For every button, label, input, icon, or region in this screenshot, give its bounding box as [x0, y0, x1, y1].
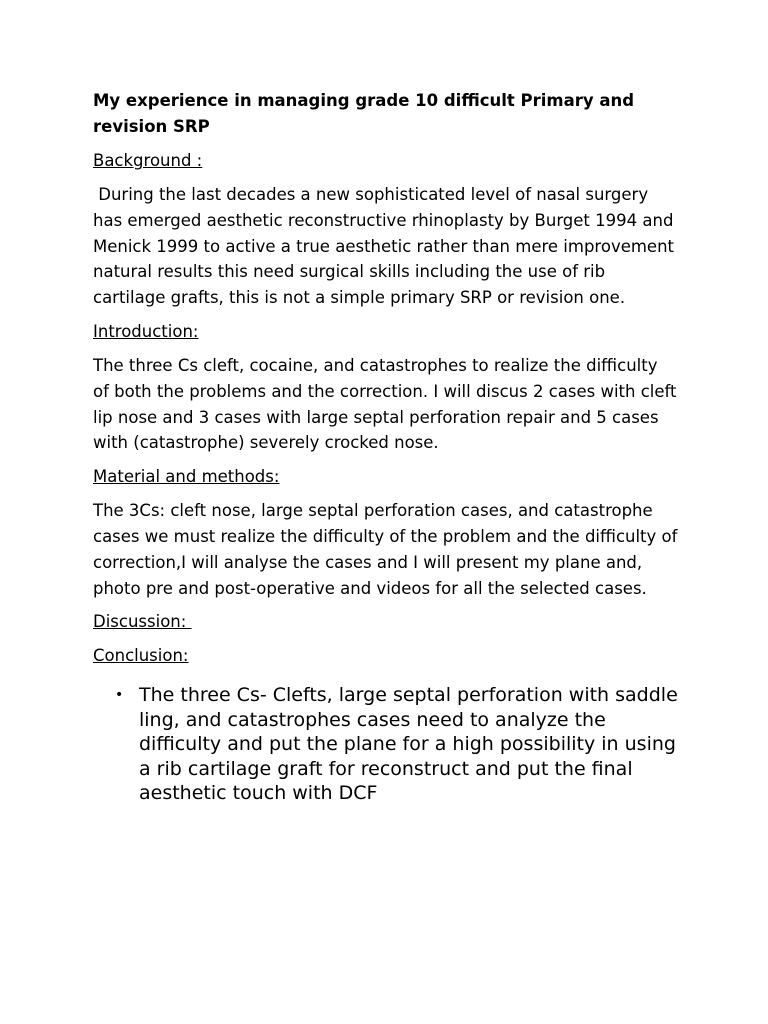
methods-heading: Material and methods:: [93, 467, 280, 487]
introduction-heading: Introduction:: [93, 321, 199, 341]
discussion-heading: Discussion:: [93, 612, 192, 632]
background-paragraph: During the last decades a new sophisticated level of nasal surgery has emerged aesthetic reconstructive rhinoplasty by Burget 1994 and Menick 1999 to active a true aesthetic rather than mere improvement natural results this need surgical skills including the use of rib cartilage grafts, this is not a simple primary SRP or revision one.: [93, 185, 680, 308]
list-item: [93, 683, 678, 805]
conclusion-heading: Conclusion:: [93, 646, 189, 666]
methods-paragraph: The 3Cs: cleft nose, large septal perforation cases, and catastrophe cases we must realize the difficulty of the problem and the difficulty of correction,I will analyse the cases and I will present my plane and, photo pre and post-operative and videos for all the selected cases.: [93, 501, 678, 598]
conclusion-list: [93, 683, 678, 805]
document-title: My experience in managing grade 10 difficult Primary and revision SRP: [93, 91, 635, 136]
background-heading: Background :: [93, 151, 203, 170]
bullet-icon: •: [115, 687, 124, 704]
introduction-paragraph: The three Cs cleft, cocaine, and catastrophes to realize the difficulty of both the problems and the correction. I will discus 2 cases with cleft lip nose and 3 cases with large septal perforation repair and 5 cases with (catastrophe) severely crocked nose.: [93, 355, 677, 453]
conclusion-bullet-text: The three Cs- Clefts, large septal perforation with saddle ling, and catastrophes cases need to analyze the difficulty and put the plane for a high possibility in using a rib cartilage graft for reconstruct and put the final aesthetic touch with DCF: [139, 684, 678, 804]
